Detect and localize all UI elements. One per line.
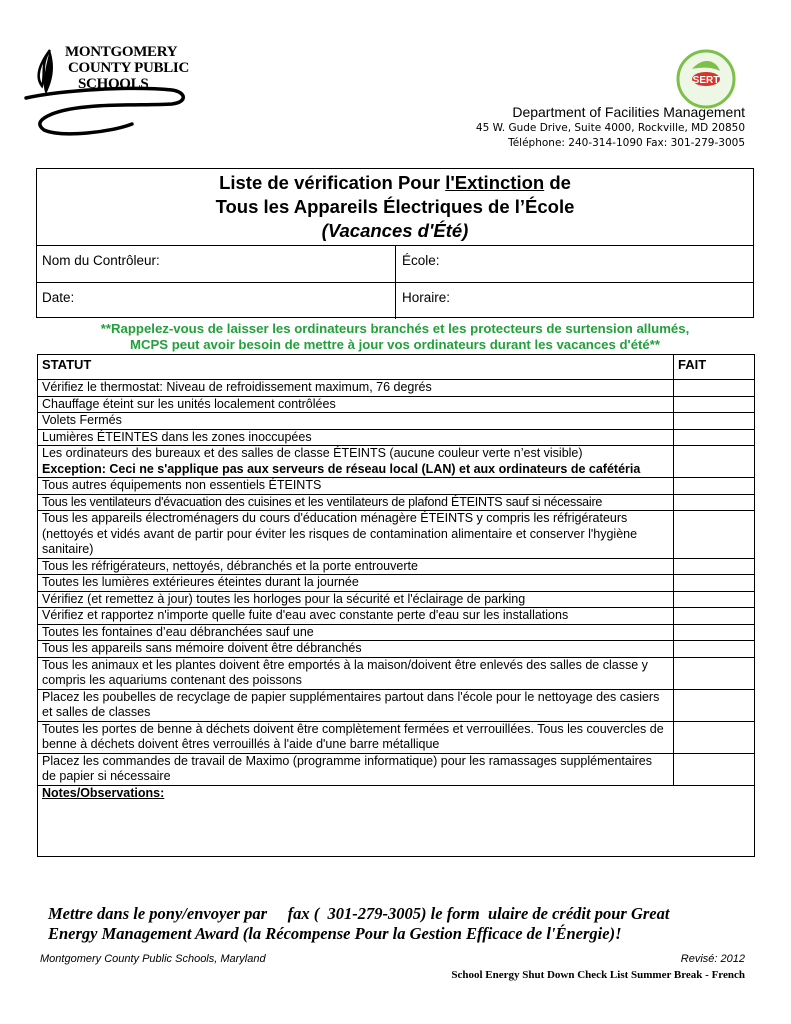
table-row (38, 591, 755, 608)
checklist-item-with-exception (38, 446, 674, 478)
done-cell[interactable] (674, 575, 755, 592)
sert-badge-text: SERT (692, 75, 720, 86)
table-row (38, 396, 755, 413)
table-row (38, 575, 755, 592)
closing-line-1: Mettre dans le pony/envoyer par fax ( 301-279-3005) le form ulaire de crédit pour Great (48, 904, 670, 923)
table-row (38, 641, 755, 658)
table-row (38, 511, 755, 559)
checklist-item: Tous les appareils électroménagers du cours d'éducation ménagère ÉTEINTS y compris les réfrigérateurs (nettoyés et vidés avant de partir pour éviter les risques de contamination alimentaire et conserver l'hygiène sanitaire) (38, 511, 674, 559)
checklist-item: Lumières ÉTEINTES dans les zones inoccupées (38, 429, 674, 446)
notes-field[interactable] (38, 785, 755, 856)
done-cell[interactable] (674, 413, 755, 430)
title-line1-pre: Liste de vérification Pour (219, 172, 446, 193)
checklist-item: Tous les animaux et les plantes doivent être emportés à la maison/doivent être enlevés des salles de classe y compris les aquariums contenant des poissons (38, 657, 674, 689)
done-cell[interactable] (674, 641, 755, 658)
department-phone: Téléphone: 240-314-1090 Fax: 301-279-3005 (508, 137, 745, 149)
date-field[interactable] (37, 283, 396, 319)
date-label: Date: (42, 290, 75, 305)
done-cell[interactable] (674, 753, 755, 785)
table-row (38, 413, 755, 430)
mcps-logo (22, 42, 192, 142)
title-line2: Tous les Appareils Électriques de l’École (215, 196, 575, 217)
controller-label: Nom du Contrôleur: (42, 253, 160, 268)
footer-doc-title: School Energy Shut Down Check List Summer Break - French (451, 969, 745, 981)
checklist-item: Vérifiez (et remettez à jour) toutes les horloges pour la sécurité et l'éclairage de parking (38, 591, 674, 608)
footer-org: Montgomery County Public Schools, Maryland (40, 953, 266, 965)
table-row (38, 721, 755, 753)
done-cell[interactable] (674, 429, 755, 446)
school-label: École: (402, 253, 440, 268)
sert-leaf-icon (676, 49, 736, 109)
checklist-table (37, 354, 755, 857)
table-row (38, 380, 755, 397)
checklist-header-row (38, 355, 755, 380)
checklist-item: Tous les appareils sans mémoire doivent être débranchés (38, 641, 674, 658)
controller-field[interactable] (37, 246, 396, 282)
footer-revised: Revisé: 2012 (680, 953, 745, 965)
controller-school-row (37, 245, 753, 282)
checklist-item: Vérifiez le thermostat: Niveau de refroidissement maximum, 76 degrés (38, 380, 674, 397)
checklist-item: Tous les ventilateurs d'évacuation des cuisines et les ventilateurs de plafond ÉTEINTS sauf si nécessaire (38, 494, 674, 511)
table-row (38, 429, 755, 446)
notes-row (38, 785, 755, 856)
done-cell[interactable] (674, 380, 755, 397)
title-line1-underlined: l'Extinction (445, 172, 545, 193)
checklist-item: Tous les réfrigérateurs, nettoyés, débranchés et la porte entrouverte (38, 558, 674, 575)
date-schedule-row (37, 282, 753, 319)
logo-line-3: SCHOOLS (78, 76, 149, 92)
done-cell[interactable] (674, 446, 755, 478)
done-cell[interactable] (674, 591, 755, 608)
checklist-item: Tous autres équipements non essentiels ÉTEINTS (38, 478, 674, 495)
col-done: FAIT (674, 355, 755, 380)
checklist-item: Chauffage éteint sur les unités localement contrôlées (38, 396, 674, 413)
done-cell[interactable] (674, 396, 755, 413)
department-address: 45 W. Gude Drive, Suite 4000, Rockville, MD 20850 (475, 122, 745, 134)
done-cell[interactable] (674, 558, 755, 575)
table-row (38, 624, 755, 641)
reminder-note (36, 321, 754, 353)
done-cell[interactable] (674, 721, 755, 753)
col-status: STATUT (38, 355, 674, 380)
checklist-item: Toutes les fontaines d’eau débranchées sauf une (38, 624, 674, 641)
checklist-item: Placez les poubelles de recyclage de papier supplémentaires partout dans l'école pour le nettoyage des casiers et salles de classes (38, 689, 674, 721)
table-row (38, 558, 755, 575)
table-row (38, 608, 755, 625)
done-cell[interactable] (674, 494, 755, 511)
checklist-item: Placez les commandes de travail de Maximo (programme informatique) pour les ramassages supplémentaires de papier si nécessaire (38, 753, 674, 785)
checklist-item: Les ordinateurs des bureaux et des salles de classe ÉTEINTS (aucune couleur verte n’est visible) (42, 446, 583, 460)
reminder-line-1: **Rappelez-vous de laisser les ordinateurs branchés et les protecteurs de surtension allumés, (100, 321, 690, 336)
checklist-item: Toutes les portes de benne à déchets doivent être complètement fermées et verrouillées. Tous les couvercles de benne à déchets doivent êtres verrouillés à l'aide d'une barre métallique (38, 721, 674, 753)
department-block (476, 104, 745, 151)
title-line1-post: de (544, 172, 571, 193)
closing-line-2: Energy Management Award (la Récompense Pour la Gestion Efficace de l'Énergie)! (48, 924, 622, 943)
logo-line-2: COUNTY PUBLIC (68, 60, 189, 76)
logo-line-1: MONTGOMERY (65, 44, 178, 60)
title-line3: (Vacances d'Été) (321, 220, 469, 241)
table-row (38, 753, 755, 785)
done-cell[interactable] (674, 689, 755, 721)
schedule-label: Horaire: (402, 290, 451, 305)
form-title (37, 171, 753, 243)
department-name: Department of Facilities Management (512, 104, 745, 120)
table-row (38, 446, 755, 478)
done-cell[interactable] (674, 657, 755, 689)
table-row (38, 657, 755, 689)
done-cell[interactable] (674, 478, 755, 495)
done-cell[interactable] (674, 511, 755, 559)
closing-instructions (48, 904, 758, 944)
done-cell[interactable] (674, 624, 755, 641)
checklist-item: Vérifiez et rapportez n'importe quelle fuite d'eau avec constante perte d'eau sur les installations (38, 608, 674, 625)
done-cell[interactable] (674, 608, 755, 625)
table-row (38, 478, 755, 495)
notes-label: Notes/Observations: (42, 785, 165, 800)
checklist-item: Volets Fermés (38, 413, 674, 430)
checklist-item: Toutes les lumières extérieures éteintes durant la journée (38, 575, 674, 592)
table-row (38, 689, 755, 721)
table-row (38, 494, 755, 511)
sert-badge (676, 49, 736, 109)
reminder-line-2: MCPS peut avoir besoin de mettre à jour vos ordinateurs durant les vacances d'été** (129, 337, 661, 352)
form-header-box (36, 168, 754, 318)
exception-note: Exception: Ceci ne s'applique pas aux serveurs de réseau local (LAN) et aux ordinateurs de cafétéria (42, 461, 641, 476)
